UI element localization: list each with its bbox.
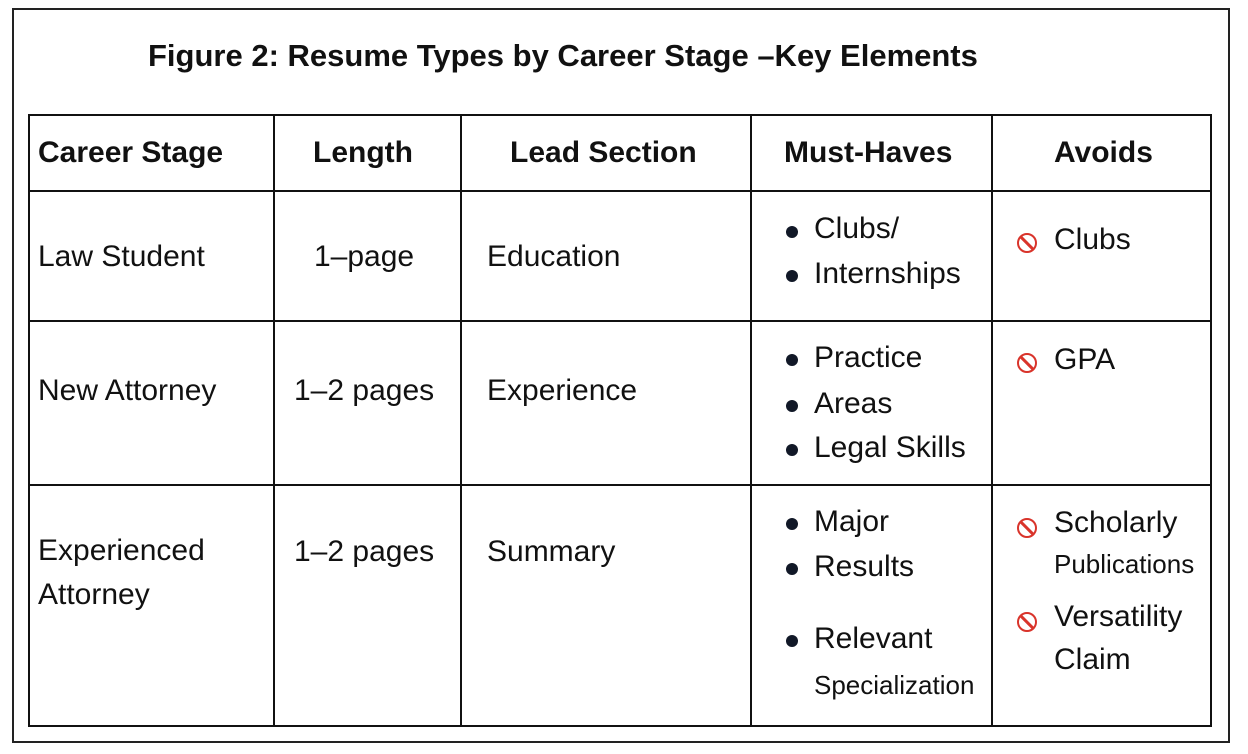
figure-title: Figure 2: Resume Types by Career Stage –Key Elements <box>148 38 978 73</box>
cell-lead-section: Experience <box>487 374 638 407</box>
avoid-item: Clubs <box>1054 223 1131 256</box>
header-lead-section: Lead Section <box>510 136 697 169</box>
cell-length: 1–2 pages <box>294 374 435 407</box>
cell-lead-section: Summary <box>487 535 616 568</box>
avoid-item: Scholarly <box>1054 506 1178 539</box>
cell-length: 1–page <box>314 240 415 273</box>
prohibited-icon <box>1017 233 1037 253</box>
cell-career-stage: New Attorney <box>38 374 217 407</box>
bullet-icon <box>786 563 798 575</box>
cell-length: 1–2 pages <box>294 535 435 568</box>
column-divider <box>750 116 752 725</box>
avoid-item: GPA <box>1054 343 1116 376</box>
must-have-item: Specialization <box>814 670 975 700</box>
resume-types-table <box>28 114 1212 727</box>
header-avoids: Avoids <box>1054 136 1153 169</box>
header-career-stage: Career Stage <box>38 136 224 169</box>
avoid-item: Versatility <box>1054 600 1183 633</box>
must-have-item: Practice <box>814 341 923 374</box>
bullet-icon <box>786 270 798 282</box>
row-divider <box>30 190 1210 192</box>
must-have-item: Major <box>814 505 890 538</box>
avoid-item: Publications <box>1054 549 1195 579</box>
row-divider <box>30 484 1210 486</box>
bullet-icon <box>786 444 798 456</box>
bullet-icon <box>786 226 798 238</box>
cell-lead-section: Education <box>487 240 621 273</box>
avoid-item: Claim <box>1054 643 1131 676</box>
bullet-icon <box>786 354 798 366</box>
bullet-icon <box>786 635 798 647</box>
cell-career-stage: Attorney <box>38 578 150 611</box>
must-have-item: Results <box>814 550 915 583</box>
header-length: Length <box>313 136 413 169</box>
must-have-item: Internships <box>814 257 961 290</box>
header-must-haves: Must-Haves <box>784 136 953 169</box>
cell-career-stage: Law Student <box>38 240 205 273</box>
must-have-item: Relevant <box>814 622 933 655</box>
must-have-item: Legal Skills <box>814 431 966 464</box>
must-have-item: Clubs/ <box>814 212 900 245</box>
column-divider <box>460 116 462 725</box>
column-divider <box>991 116 993 725</box>
row-divider <box>30 320 1210 322</box>
column-divider <box>273 116 275 725</box>
prohibited-icon <box>1017 518 1037 538</box>
prohibited-icon <box>1017 612 1037 632</box>
bullet-icon <box>786 518 798 530</box>
cell-career-stage: Experienced <box>38 534 205 567</box>
must-have-item: Areas <box>814 387 893 420</box>
bullet-icon <box>786 400 798 412</box>
prohibited-icon <box>1017 353 1037 373</box>
